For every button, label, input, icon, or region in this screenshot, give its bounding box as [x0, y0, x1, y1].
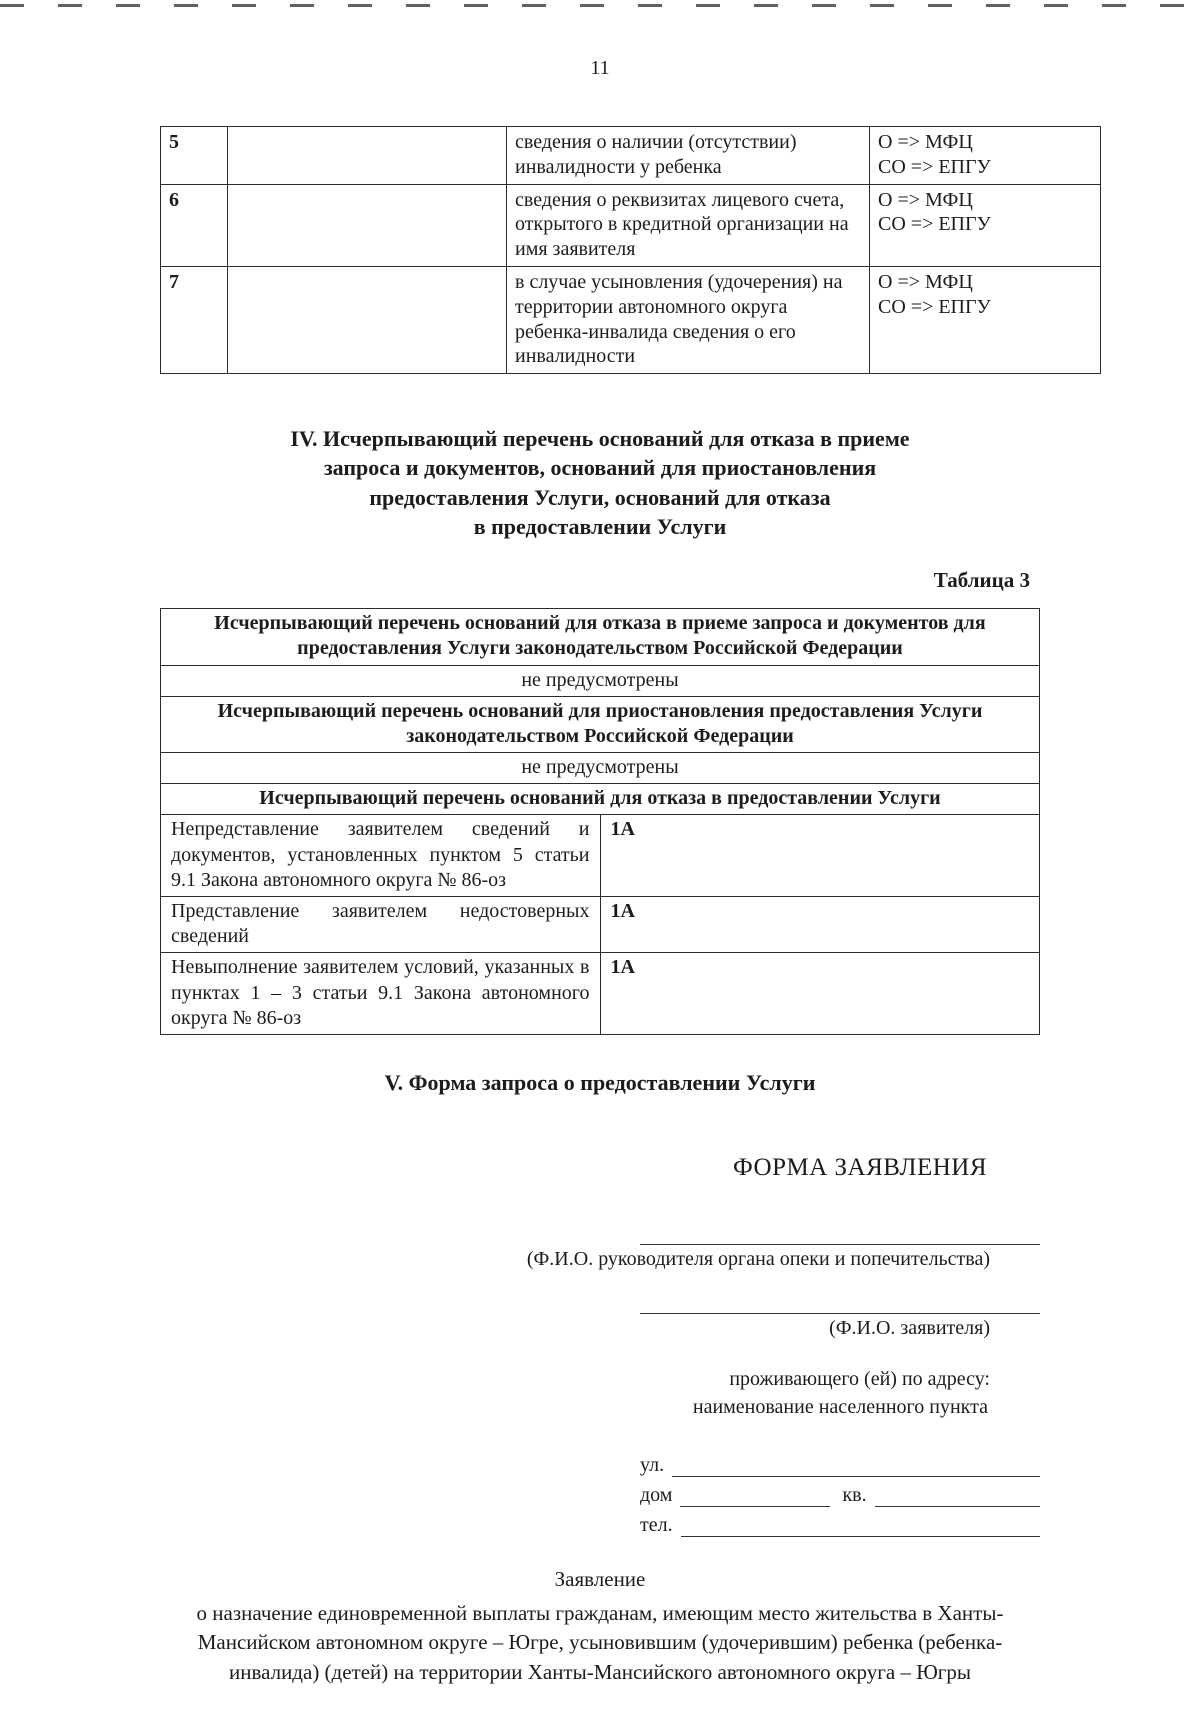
table-row	[161, 784, 1040, 815]
not-provided-cell: не предусмотрены	[161, 753, 1040, 784]
application-form	[495, 1154, 1040, 1537]
table-row	[161, 897, 1040, 953]
settlement-name-text: наименование населенного пункта	[692, 1395, 988, 1418]
refusal-grounds-table	[160, 608, 1040, 1035]
channel-line: СО => ЕПГУ	[878, 155, 991, 178]
required-documents-table	[160, 126, 1101, 374]
page-number: 11	[590, 57, 610, 79]
table-row	[161, 184, 1101, 266]
ground-code-cell: 1А	[600, 953, 1040, 1035]
empty-cell	[228, 184, 507, 266]
channel-line: О => МФЦ	[878, 270, 973, 293]
heading-line: в предоставлении Услуги	[473, 513, 727, 539]
channel-cell	[870, 184, 1101, 266]
heading-line: предоставления Услуги, оснований для отказа	[369, 484, 831, 510]
phone-row	[640, 1507, 1040, 1537]
head-name-field	[640, 1222, 1040, 1245]
channel-cell	[870, 127, 1101, 185]
row-number-cell: 5	[161, 127, 228, 185]
house-apartment-row	[640, 1477, 1040, 1507]
channel-line: СО => ЕПГУ	[878, 295, 991, 318]
channel-line: О => МФЦ	[878, 131, 973, 153]
channel-line: О => МФЦ	[878, 188, 973, 211]
table3-header-cell: Исчерпывающий перечень оснований для отказа в приеме запроса и документов для предоставления Услуги законодательством Российской Федерации	[161, 609, 1040, 665]
heading-line: запроса и документов, оснований для приостановления	[323, 455, 877, 481]
table-row	[161, 753, 1040, 784]
description-cell: в случае усыновления (удочерения) на территории автономного округа ребенка-инвалида сведения о его инвалидности	[507, 266, 870, 373]
phone-field	[681, 1516, 1040, 1537]
address-fields	[495, 1447, 1040, 1537]
applicant-name-caption: (Ф.И.О. заявителя)	[829, 1316, 990, 1339]
row-number-cell: 7	[161, 266, 228, 373]
statement-description: о назначение единовременной выплаты гражданам, имеющим место жительства в Ханты-Мансийском автономном округе – Югре, усыновившим (удочерившим) ребенка (ребенка-инвалида) (детей) на территории Ханты-Мансийского автономного округа – Югры	[196, 1600, 1004, 1684]
house-field	[680, 1486, 830, 1507]
head-name-caption: (Ф.И.О. руководителя органа опеки и попечительства)	[526, 1247, 990, 1270]
house-label: дом	[640, 1483, 673, 1506]
ground-text-cell: Невыполнение заявителем условий, указанных в пунктах 1 – 3 статьи 9.1 Закона автономного округа № 86-оз	[161, 953, 601, 1035]
phone-label: тел.	[640, 1513, 673, 1536]
channel-line: СО => ЕПГУ	[878, 213, 991, 236]
street-row	[640, 1447, 1040, 1477]
ground-text-cell: Непредставление заявителем сведений и документов, установленных пунктом 5 статьи 9.1 Закона автономного округа № 86-оз	[161, 815, 601, 897]
statement-title: Заявление	[554, 1566, 646, 1591]
table-row	[161, 127, 1101, 185]
ground-code-cell: 1А	[600, 897, 1040, 953]
description-cell: сведения о наличии (отсутствии) инвалидности у ребенка	[507, 127, 870, 185]
empty-cell	[228, 127, 507, 185]
ground-text-cell: Представление заявителем недостоверных сведений	[161, 897, 601, 953]
table-row	[161, 665, 1040, 696]
street-label: ул.	[640, 1453, 665, 1476]
heading-line: IV. Исчерпывающий перечень оснований для отказа в приеме	[290, 426, 910, 452]
not-provided-cell: не предусмотрены	[161, 665, 1040, 696]
description-cell: сведения о реквизитах лицевого счета, открытого в кредитной организации на имя заявителя	[507, 184, 870, 266]
scan-artifact-dashes	[0, 4, 1200, 7]
apartment-label: кв.	[842, 1483, 867, 1506]
section-v-heading: V. Форма запроса о предоставлении Услуги	[384, 1069, 816, 1095]
table-row	[161, 815, 1040, 897]
table3-header-cell: Исчерпывающий перечень оснований для отказа в предоставлении Услуги	[161, 784, 1040, 815]
table3-label: Таблица 3	[933, 568, 1030, 593]
ground-code-cell: 1А	[600, 815, 1040, 897]
applicant-name-field	[640, 1291, 1040, 1314]
section-iv-heading	[0, 424, 1200, 541]
table-row	[161, 609, 1040, 665]
table-row	[161, 696, 1040, 752]
table3-header-cell: Исчерпывающий перечень оснований для приостановления предоставления Услуги законодательством Российской Федерации	[161, 696, 1040, 752]
table-row	[161, 953, 1040, 1035]
form-title: ФОРМА ЗАЯВЛЕНИЯ	[732, 1153, 988, 1181]
row-number-cell: 6	[161, 184, 228, 266]
table-row	[161, 266, 1101, 373]
apartment-field	[875, 1486, 1040, 1507]
channel-cell	[870, 266, 1101, 373]
address-intro-text: проживающего (ей) по адресу:	[729, 1367, 990, 1390]
empty-cell	[228, 266, 507, 373]
street-field	[672, 1456, 1040, 1477]
